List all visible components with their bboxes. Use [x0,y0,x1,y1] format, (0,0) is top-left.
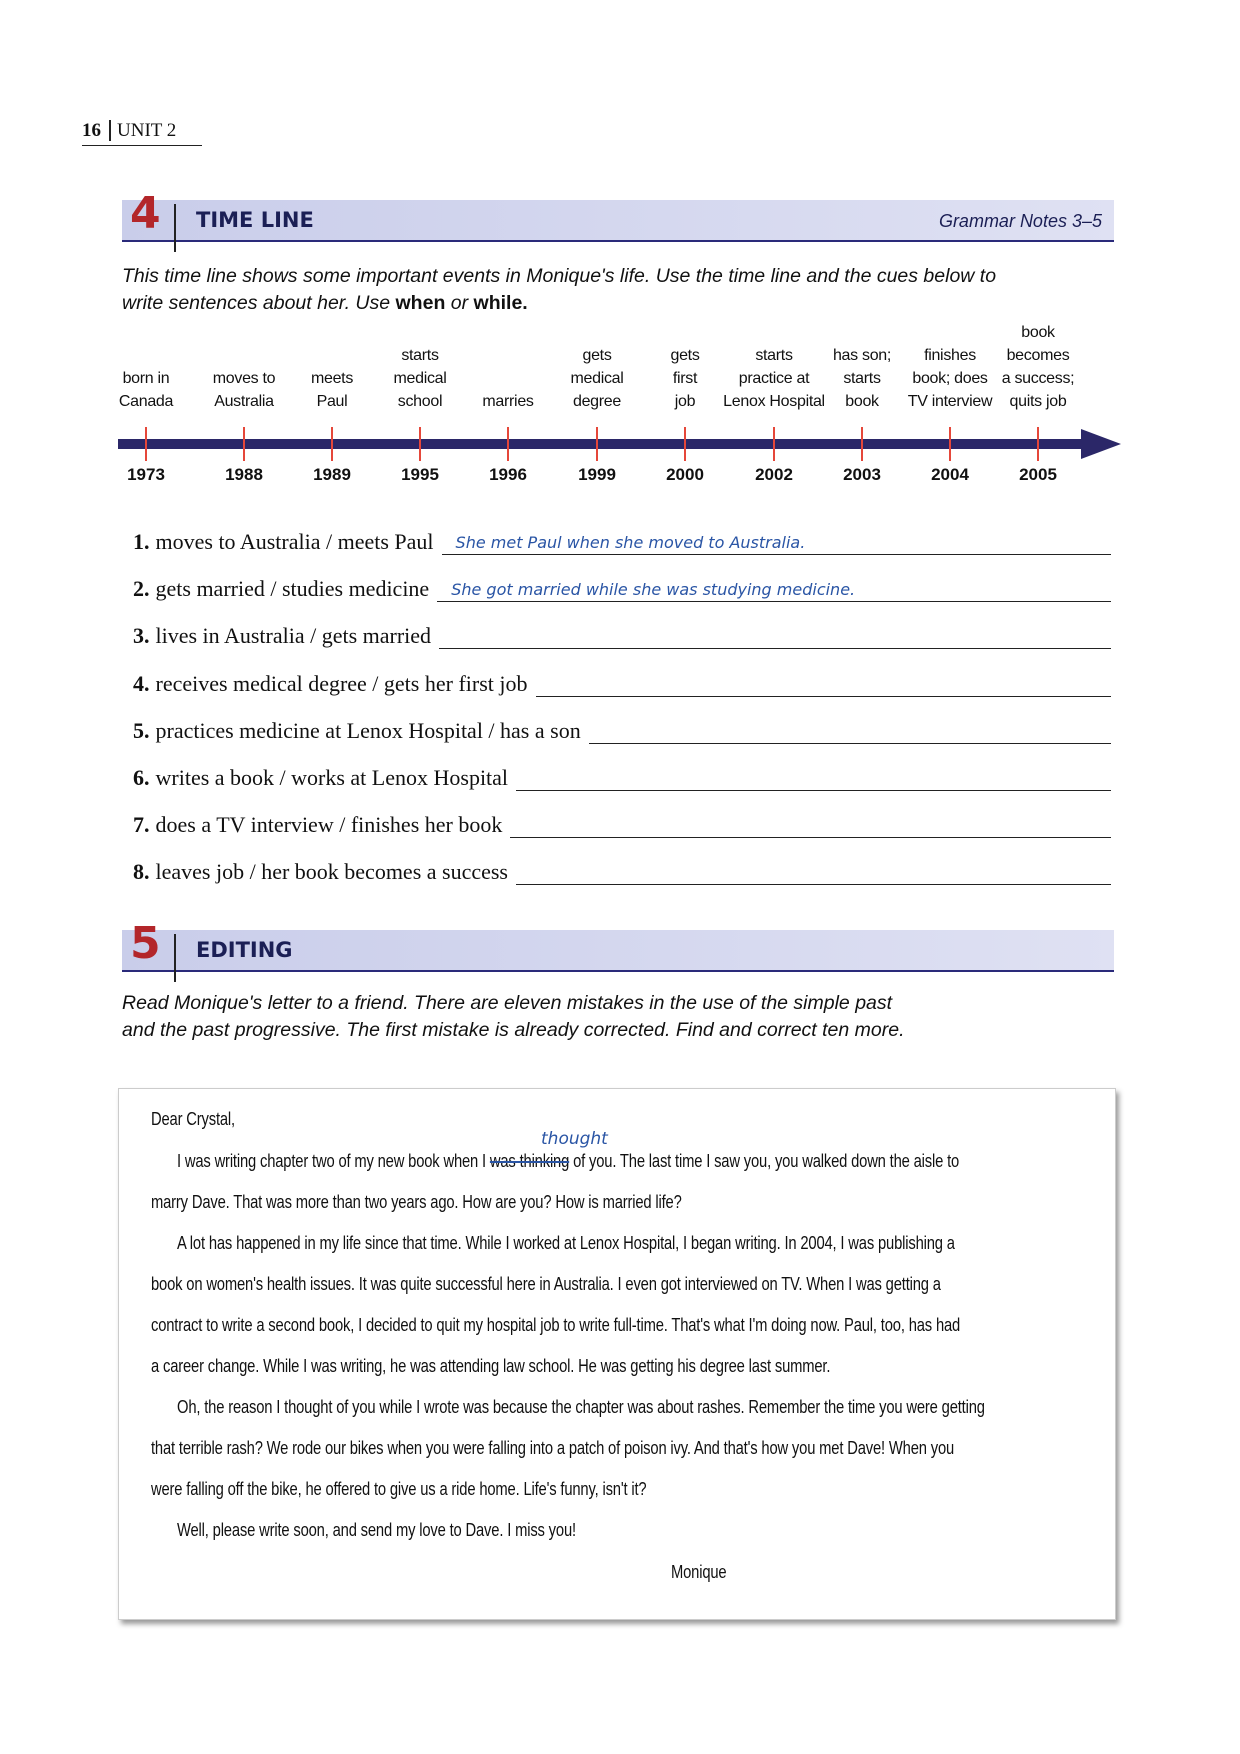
timeline-event: finishes book; does TV interview [907,347,993,410]
timeline-year: 2005 [1019,465,1057,484]
timeline-event: has son; starts book [832,347,892,410]
timeline-year: 1973 [127,465,165,484]
timeline-event: gets first job [670,347,700,410]
page-header [82,120,202,146]
timeline-year: 1988 [225,465,263,484]
letter-line: Oh, the reason I thought of you while I wrote was because the chapter was about rashes. Remember the time you were getting [177,1397,985,1417]
exercise-cue: 2. gets married / studies medicine [133,576,430,602]
answer-line[interactable] [442,528,1111,555]
timeline-year: 1999 [578,465,616,484]
answer-line[interactable] [439,622,1111,649]
answer-text: She met Paul when she moved to Australia. [455,533,806,552]
exercise-item [133,528,1111,555]
answer-line[interactable] [516,858,1111,885]
timeline-event: starts practice at Lenox Hospital [723,347,825,410]
timeline-tick [145,427,147,461]
timeline-axis [118,439,1093,449]
exercise-cue: 8. leaves job / her book becomes a success [133,859,508,885]
timeline-event: moves to Australia [212,370,276,410]
letter-line: were falling off the bike, he offered to give us a ride home. Life's funny, isn't it? [151,1479,647,1499]
timeline-event: meets Paul [310,370,354,410]
answer-text: She got married while she was studying medicine. [451,580,856,600]
exercise-cue: 7. does a TV interview / finishes her book [133,812,503,838]
timeline-tick [507,427,509,461]
letter [118,1088,1116,1620]
section-4-header [122,188,1114,242]
unit-label: UNIT 2 [117,120,177,141]
answer-line[interactable] [536,670,1111,697]
timeline-tick [331,427,333,461]
exercise-cue: 1. moves to Australia / meets Paul [133,529,434,554]
timeline-tick [949,427,951,461]
letter-line: book on women's health issues. It was quite successful here in Australia. I even got interviewed on TV. When I was getting a [151,1274,941,1294]
letter-greeting: Dear Crystal, [151,1109,235,1129]
exercise-cue: 5. practices medicine at Lenox Hospital / has a son [133,717,581,743]
letter-line: a career change. While I was writing, he was attending law school. He was getting his degree last summer. [151,1356,831,1376]
timeline-tick [243,427,245,461]
section-number: 4 [130,188,161,239]
letter-line: marry Dave. That was more than two years ago. How are you? How is married life? [151,1192,682,1212]
timeline-event: marries [482,393,534,410]
exercise-cue: 3. lives in Australia / gets married [133,623,432,649]
timeline-event: born in Canada [118,370,174,410]
exercise-item [133,670,1111,697]
correction: thought [541,1129,608,1149]
timeline-tick [596,427,598,461]
timeline-event: gets medical degree [570,347,624,410]
timeline-year: 2004 [931,465,969,484]
timeline-year: 1989 [313,465,351,484]
timeline-year: 1995 [401,465,439,484]
timeline-tick [684,427,686,461]
answer-line[interactable] [589,717,1111,744]
exercise-item [133,717,1111,744]
letter-line: Well, please write soon, and send my love to Dave. I miss you! [177,1520,576,1540]
timeline-year: 2000 [666,465,704,484]
answer-line[interactable] [437,575,1111,602]
page-number: 16 [82,120,111,141]
letter-line: A lot has happened in my life since that time. While I worked at Lenox Hospital, I began writing. In 2004, I was publishing a [177,1233,955,1253]
timeline-year: 1996 [489,465,527,484]
exercise-item [133,622,1111,649]
grammar-notes: Grammar Notes 3–5 [938,211,1102,231]
letter-line: that terrible rash? We rode our bikes when you were falling into a patch of poison ivy. And that's how you met Dave! When you [151,1438,955,1458]
exercise-cue: 6. writes a book / works at Lenox Hospital [133,765,509,790]
section-title: TIME LINE [196,208,314,232]
exercise-item [133,575,1111,602]
arrow-icon [1081,429,1121,459]
answer-line[interactable] [516,764,1111,791]
section-title: EDITING [196,938,293,962]
section-5-instructions: Read Monique's letter to a friend. There are eleven mistakes in the use of the simple past and the past progressive. The first mistake is already corrected. Find and correct ten more. [122,992,905,1041]
letter-signature: Monique [671,1562,727,1582]
section-4-instructions: This time line shows some important events in Monique's life. Use the time line and the cues below to write sentences about her. Use when or while. [122,265,997,314]
timeline [118,324,1118,495]
timeline-tick [773,427,775,461]
letter-line: contract to write a second book, I decided to quit my hospital job to write full-time. That's what I'm doing now. Paul, too, has had [151,1315,961,1335]
section-number: 5 [130,918,161,969]
letter-line: I was writing chapter two of my new book when I was thinking of you. The last time I saw you, you walked down the aisle to [177,1151,960,1171]
timeline-tick [419,427,421,461]
answer-line[interactable] [510,811,1111,838]
timeline-event: starts medical school [393,347,447,410]
exercise-cue: 4. receives medical degree / gets her first job [133,670,528,696]
exercise-item [133,811,1111,838]
timeline-event: book becomes a success; quits job [1001,324,1075,410]
timeline-tick [1037,427,1039,461]
timeline-year: 2003 [843,465,881,484]
timeline-tick [861,427,863,461]
exercise-item [133,764,1111,791]
timeline-year: 2002 [755,465,793,484]
section-5-header [122,918,1114,972]
exercise-item [133,858,1111,885]
